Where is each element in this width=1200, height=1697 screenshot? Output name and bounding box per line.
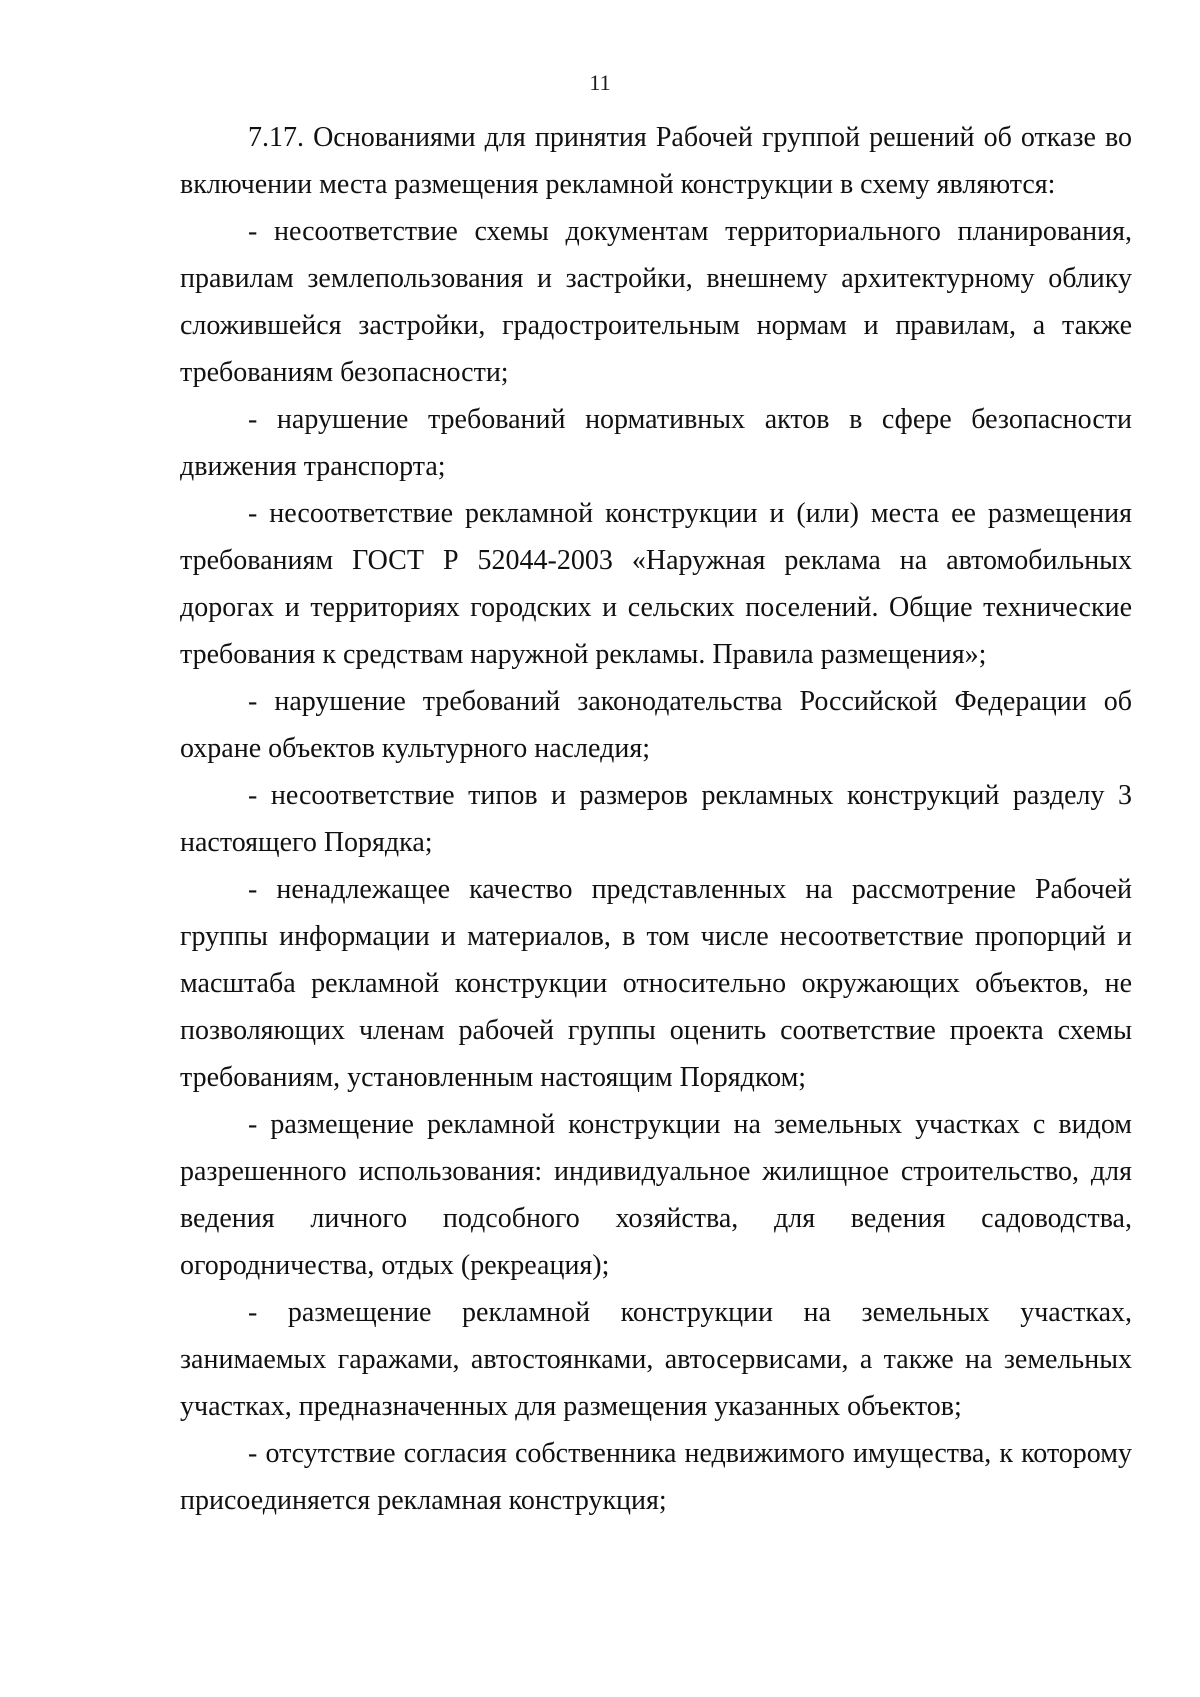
page-number: 11 — [589, 70, 611, 95]
paragraph-item: - несоответствие схемы документам территориального планирования, правилам землепользования и застройки, внешнему архитектурному облику сложившейся застройки, градостроительным нормам и правилам, а также требованиям безопасности; — [180, 216, 1132, 388]
paragraph-item: - ненадлежащее качество представленных на рассмотрение Рабочей группы информации и материалов, в том числе несоответствие пропорций и масштаба рекламной конструкции относительно окружающих объектов, не позволяющих членам рабочей группы оценить соответствие проекта схемы требованиям, установленным настоящим Порядком; — [180, 874, 1132, 1093]
document-body — [180, 114, 1132, 1524]
paragraph-item: - нарушение требований законодательства Российской Федерации об охране объектов культурного наследия; — [180, 686, 1132, 764]
paragraph-item: - отсутствие согласия собственника недвижимого имущества, к которому присоединяется рекламная конструкция; — [180, 1438, 1132, 1516]
paragraph-item: - несоответствие типов и размеров рекламных конструкций разделу 3 настоящего Порядка; — [180, 780, 1132, 858]
paragraph-7-17-intro: 7.17. Основаниями для принятия Рабочей группой решений об отказе во включении места размещения рекламной конструкции в схему являются: — [180, 122, 1132, 200]
paragraph-item: - размещение рекламной конструкции на земельных участках, занимаемых гаражами, автостоянками, автосервисами, а также на земельных участках, предназначенных для размещения указанных объектов; — [180, 1297, 1132, 1422]
paragraph-item: - размещение рекламной конструкции на земельных участках с видом разрешенного использования: индивидуальное жилищное строительство, для ведения личного подсобного хозяйства, для ведения садоводства, огородничества, отдых (рекреация); — [180, 1109, 1132, 1281]
paragraph-item: - нарушение требований нормативных актов в сфере безопасности движения транспорта; — [180, 404, 1132, 482]
paragraph-item: - несоответствие рекламной конструкции и (или) места ее размещения требованиям ГОСТ Р 52044-2003 «Наружная реклама на автомобильных дорогах и территориях городских и сельских поселений. Общие технические требования к средствам наружной рекламы. Правила размещения»; — [180, 498, 1132, 670]
